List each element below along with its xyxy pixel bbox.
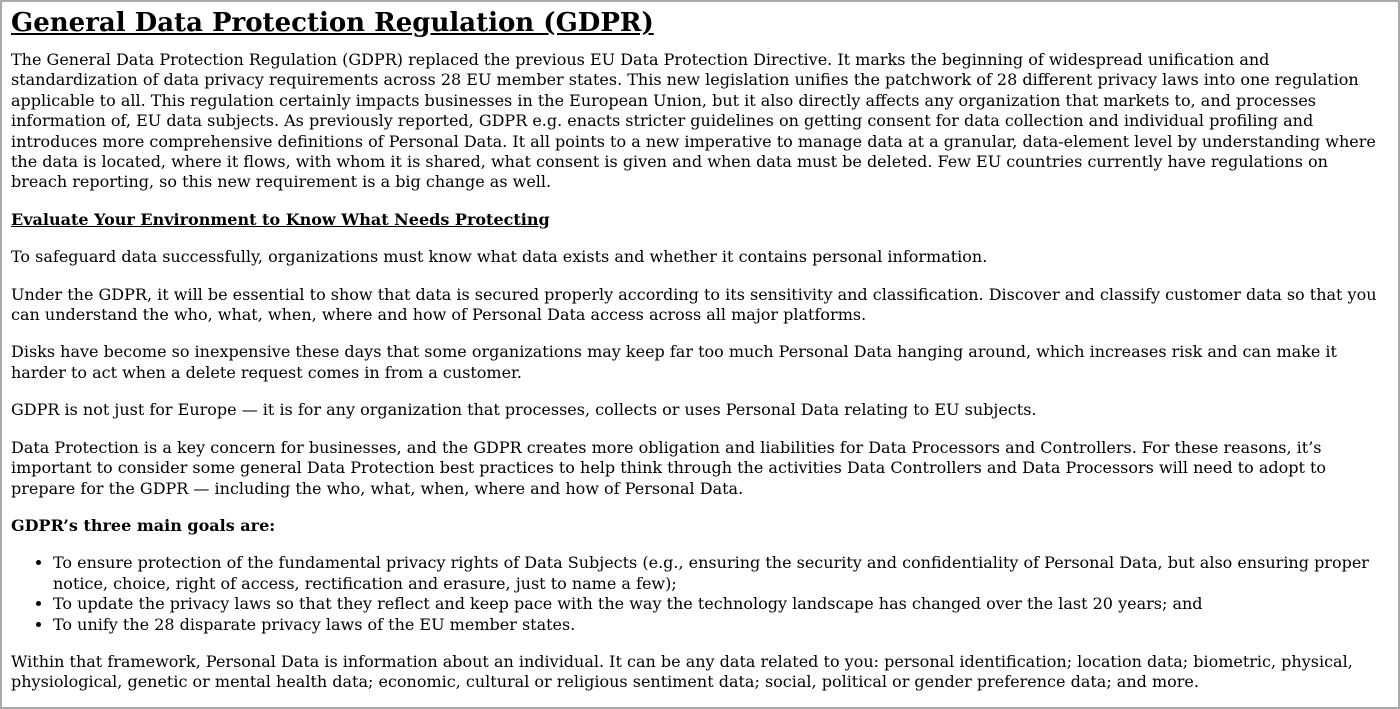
intro-paragraph: The General Data Protection Regulation (GDPR) replaced the previous EU Data Protection Directive. It marks the beginning of widespread unification and standardization of data privacy requirements across 28 EU member states. This new legislation unifies the patchwork of 28 different privacy laws into one regulation applicable to all. This regulation certainly impacts businesses in the European Union, but it also directly affects any organization that markets to, and processes information of, EU data subjects. As previously reported, GDPR e.g. enacts stricter guidelines on getting consent for data collection and individual profiling and introduces more comprehensive definitions of Personal Data. It all points to a new imperative to manage data at a granular, data-element level by understanding where the data is located, where it flows, with whom it is shared, what consent is given and when data must be deleted. Few EU countries currently have regulations on breach reporting, so this new requirement is a big change as well.: [11, 50, 1376, 192]
paragraph-classify: Under the GDPR, it will be essential to show that data is secured properly according to its sensitivity and classification. Discover and classify customer data so that you can understand the who, what, when, where and how of Personal Data access across all major platforms.: [11, 284, 1377, 325]
paragraph-safeguard: To safeguard data successfully, organizations must know what data exists and whether it contains personal information.: [11, 247, 988, 267]
goals-heading: GDPR’s three main goals are:: [11, 515, 276, 535]
goals-list: [11, 553, 1389, 635]
paragraph-disks: Disks have become so inexpensive these days that some organizations may keep far too much Personal Data hanging around, which increases risk and can make it harder to act when a delete request comes in from a customer.: [11, 342, 1337, 382]
goal-item-protection: • To ensure protection of the fundamental privacy rights of Data Subjects (e.g., ensuring the security and confidentiality of Personal Data, but also ensuring proper notice, choice, right of access, rectification and erasure, just to name a few);: [53, 553, 1389, 594]
paragraph-not-just-europe: GDPR is not just for Europe — it is for any organization that processes, collects or uses Personal Data relating to EU subjects.: [11, 400, 1037, 420]
section-heading: Evaluate Your Environment to Know What Needs Protecting: [11, 209, 550, 229]
closing-paragraph: Within that framework, Personal Data is information about an individual. It can be any data related to you: personal identification; location data; biometric, physical, physiological, genetic or mental health data; economic, cultural or religious sentiment data; social, political or gender preference data; and more.: [11, 651, 1353, 692]
document-page: [2, 2, 1398, 707]
paragraph-data-protection: Data Protection is a key concern for businesses, and the GDPR creates more obligation and liabilities for Data Processors and Controllers. For these reasons, it’s important to consider some general Data Protection best practices to help think through the activities Data Controllers and Data Processors will need to adopt to prepare for the GDPR — including the who, what, when, where and how of Personal Data.: [11, 437, 1327, 498]
page-title: General Data Protection Regulation (GDPR): [11, 8, 654, 38]
goal-item-update: • To update the privacy laws so that they reflect and keep pace with the way the technology landscape has changed over the last 20 years; and: [53, 594, 1389, 614]
goal-item-unify: • To unify the 28 disparate privacy laws of the EU member states.: [53, 615, 1389, 635]
